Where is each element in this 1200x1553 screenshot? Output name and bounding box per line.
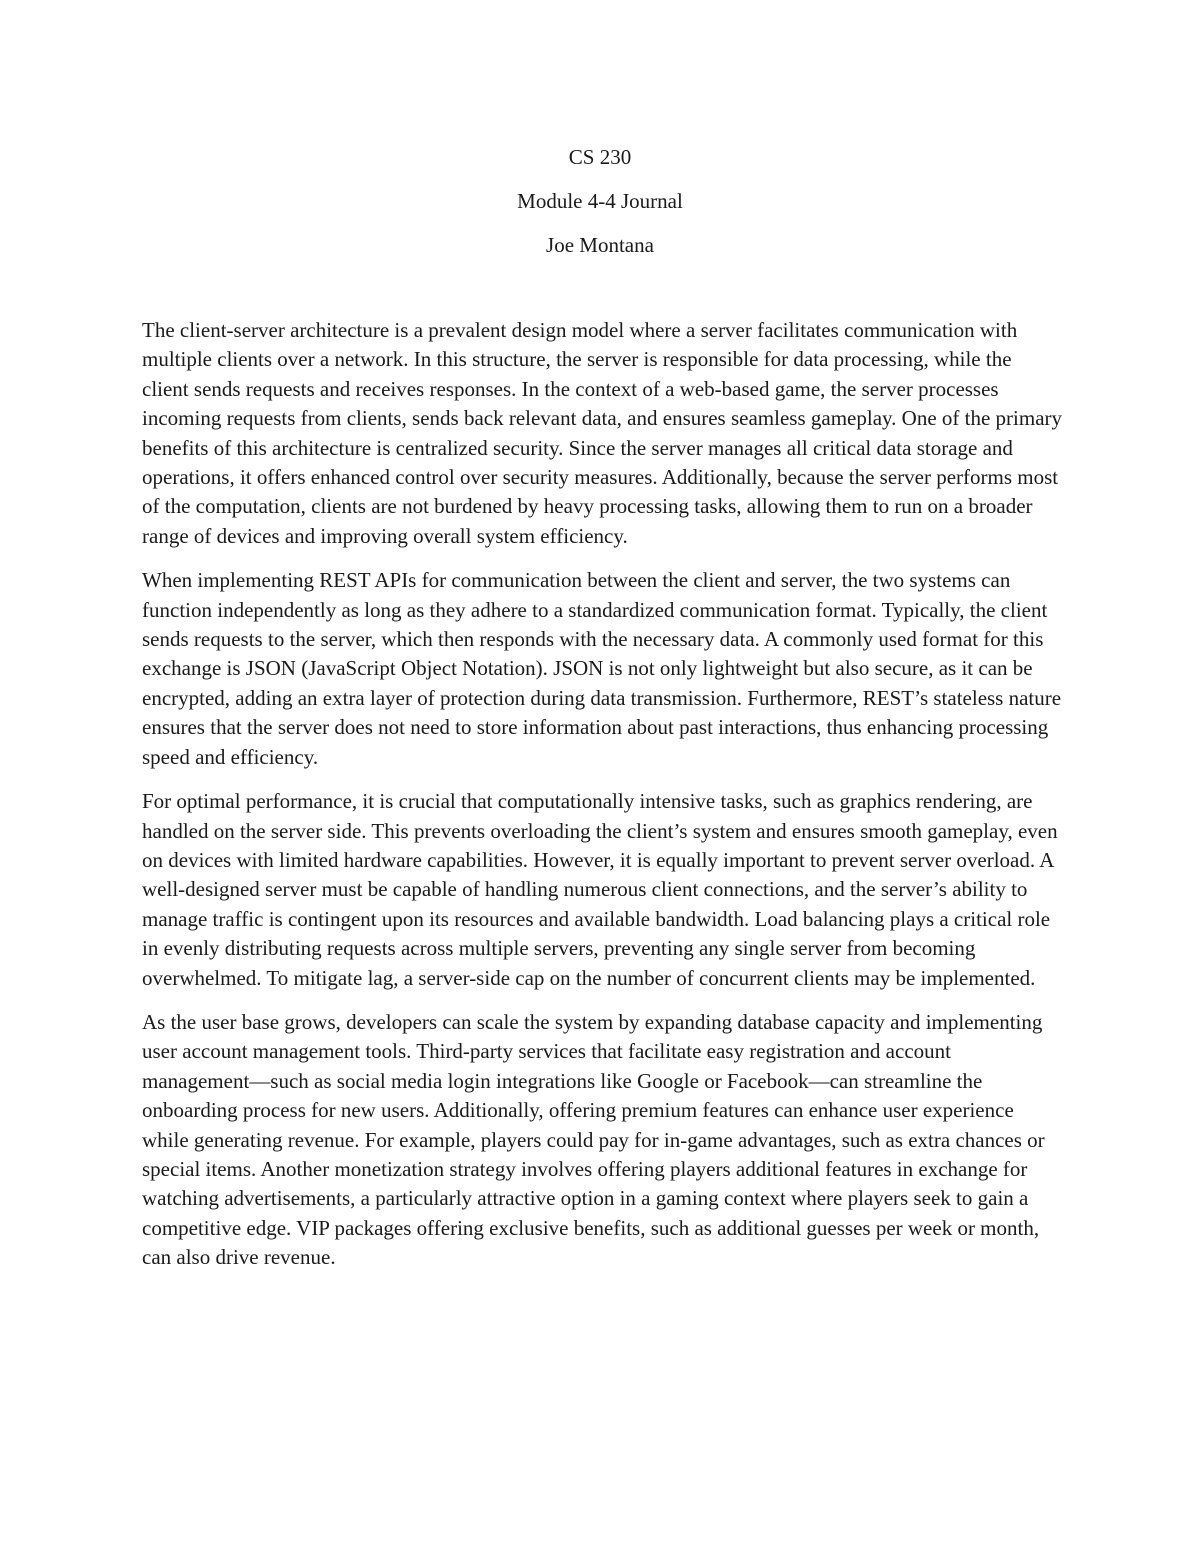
document-body: [142, 316, 1062, 1288]
paragraph-scaling: As the user base grows, developers can scale the system by expanding database capacity and implementing user account management tools. Third-party services that facilitate easy registration and account management—such as social media login integrations like Google or Facebook—can streamline the onboarding process for new users. Additionally, offering premium features can enhance user experience while generating revenue. For example, players could pay for in-game advantages, such as extra chances or special items. Another monetization strategy involves offering players additional features in exchange for watching advertisements, a particularly attractive option in a gaming context where players seek to gain a competitive edge. VIP packages offering exclusive benefits, such as additional guesses per week or month, can also drive revenue.: [142, 1009, 1045, 1270]
paragraph-rest-apis: When implementing REST APIs for communication between the client and server, the two systems can function independently as long as they adhere to a standardized communication format. Typically, the client sends requests to the server, which then responds with the necessary data. A commonly used format for this exchange is JSON (JavaScript Object Notation). JSON is not only lightweight but also secure, as it can be encrypted, adding an extra layer of protection during data transmission. Furthermore, REST’s stateless nature ensures that the server does not need to store information about past interactions, thus enhancing processing speed and efficiency.: [142, 568, 1062, 769]
document-header: [0, 141, 1200, 273]
paragraph-client-server: The client-server architecture is a prevalent design model where a server facilitates communication with multiple clients over a network. In this structure, the server is responsible for data processing, while the client sends requests and receives responses. In the context of a web-based game, the server processes incoming requests from clients, sends back relevant data, and ensures seamless gameplay. One of the primary benefits of this architecture is centralized security. Since the server manages all critical data storage and operations, it offers enhanced control over security measures. Additionally, because the server performs most of the computation, clients are not burdened by heavy processing tasks, allowing them to run on a broader range of devices and improving overall system efficiency.: [142, 318, 1063, 548]
course-title: CS 230: [568, 145, 632, 169]
author-name: Joe Montana: [546, 233, 654, 257]
paragraph-performance: For optimal performance, it is crucial that computationally intensive tasks, such as graphics rendering, are handled on the server side. This prevents overloading the client’s system and ensures smooth gameplay, even on devices with limited hardware capabilities. However, it is equally important to prevent server overload. A well-designed server must be capable of handling numerous client connections, and the server’s ability to manage traffic is contingent upon its resources and available bandwidth. Load balancing plays a critical role in evenly distributing requests across multiple servers, preventing any single server from becoming overwhelmed. To mitigate lag, a server-side cap on the number of concurrent clients may be implemented.: [142, 789, 1058, 990]
assignment-title: Module 4-4 Journal: [517, 189, 683, 213]
